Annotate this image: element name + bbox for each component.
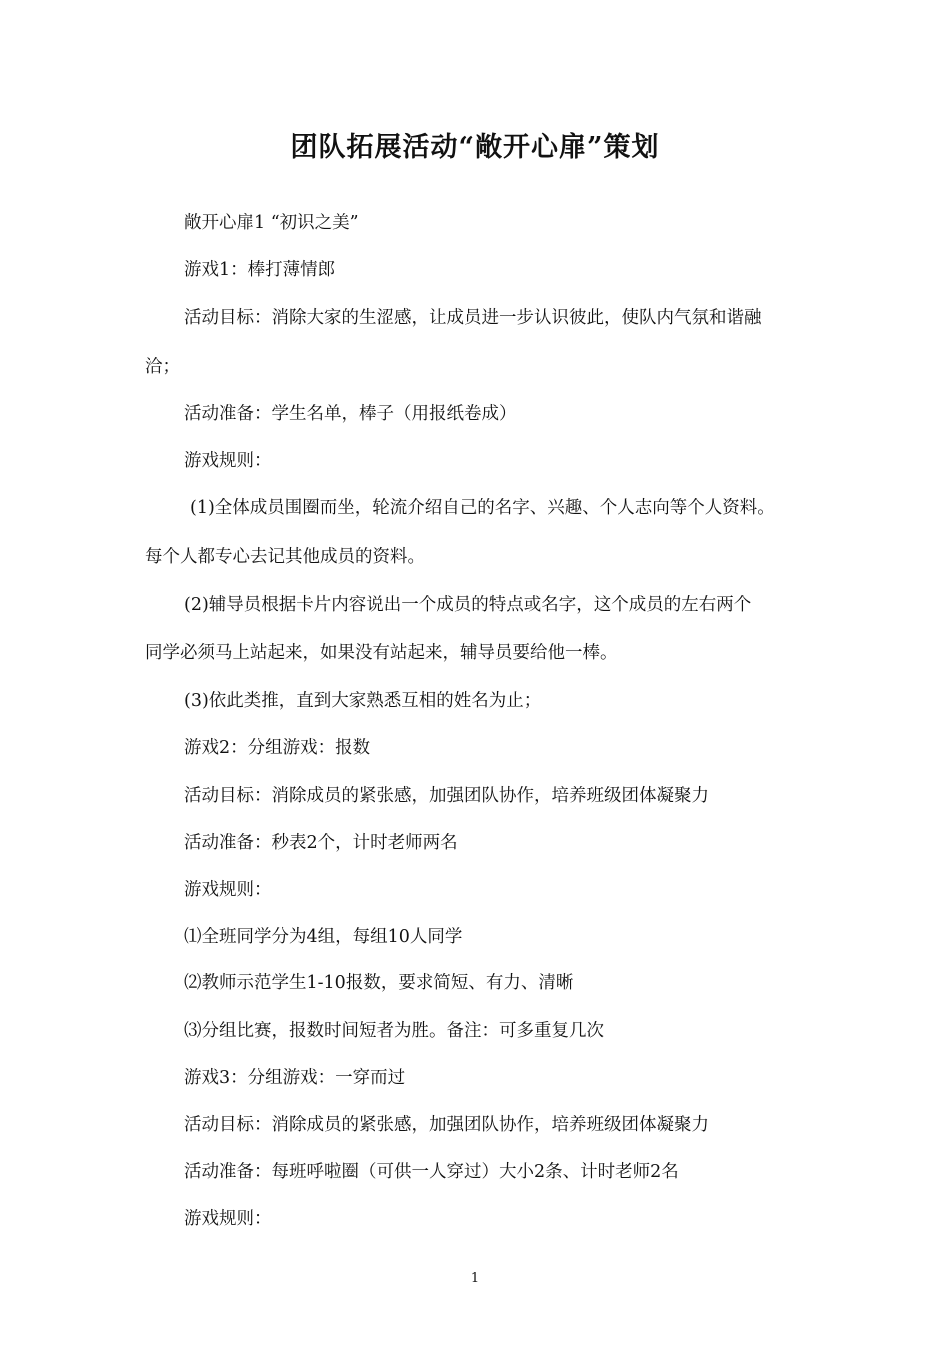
paragraph-line: 每个人都专心去记其他成员的资料。 [145, 547, 425, 567]
paragraph-line: 活动准备：学生名单，棒子（用报纸卷成） [184, 404, 517, 424]
paragraph-line: 活动准备：每班呼啦圈（可供一人穿过）大小2条、计时老师2名 [184, 1162, 679, 1182]
paragraph-line: 活动目标：消除成员的紧张感，加强团队协作，培养班级团体凝聚力 [184, 786, 709, 806]
paragraph-line: 游戏规则： [184, 1209, 272, 1229]
paragraph-line: 游戏1：棒打薄情郎 [184, 260, 336, 280]
paragraph-line: 活动目标：消除成员的紧张感，加强团队协作，培养班级团体凝聚力 [184, 1115, 709, 1135]
paragraph-line: (3)依此类推，直到大家熟悉互相的姓名为止； [184, 691, 542, 711]
paragraph-line: 游戏3：分组游戏：一穿而过 [184, 1068, 406, 1088]
paragraph-line: (1)全体成员围圈而坐，轮流介绍自己的名字、兴趣、个人志向等个人资料。 [190, 498, 775, 518]
paragraph-line: 游戏2：分组游戏：报数 [184, 738, 371, 758]
paragraph-line: (2)辅导员根据卡片内容说出一个成员的特点或名字，这个成员的左右两个 [184, 595, 752, 615]
paragraph-line: ⑶分组比赛，报数时间短者为胜。备注：可多重复几次 [184, 1021, 604, 1041]
paragraph-line: 游戏规则： [184, 880, 272, 900]
paragraph-line: ⑴全班同学分为4组，每组10人同学 [184, 927, 463, 947]
paragraph-line: 敞开心扉1 “初识之美” [184, 213, 359, 233]
document-title: 团队拓展活动“敞开心扉”策划 [290, 132, 660, 163]
paragraph-line: ⑵教师示范学生1-10报数，要求简短、有力、清晰 [184, 973, 574, 993]
page-number: 1 [470, 1271, 480, 1286]
paragraph-line: 同学必须马上站起来，如果没有站起来，辅导员要给他一棒。 [145, 643, 618, 663]
paragraph-line: 游戏规则： [184, 451, 272, 471]
paragraph-line: 洽； [145, 357, 180, 377]
paragraph-line: 活动准备：秒表2个，计时老师两名 [184, 833, 458, 853]
paragraph-line: 活动目标：消除大家的生涩感，让成员进一步认识彼此，使队内气氛和谐融 [184, 308, 762, 328]
